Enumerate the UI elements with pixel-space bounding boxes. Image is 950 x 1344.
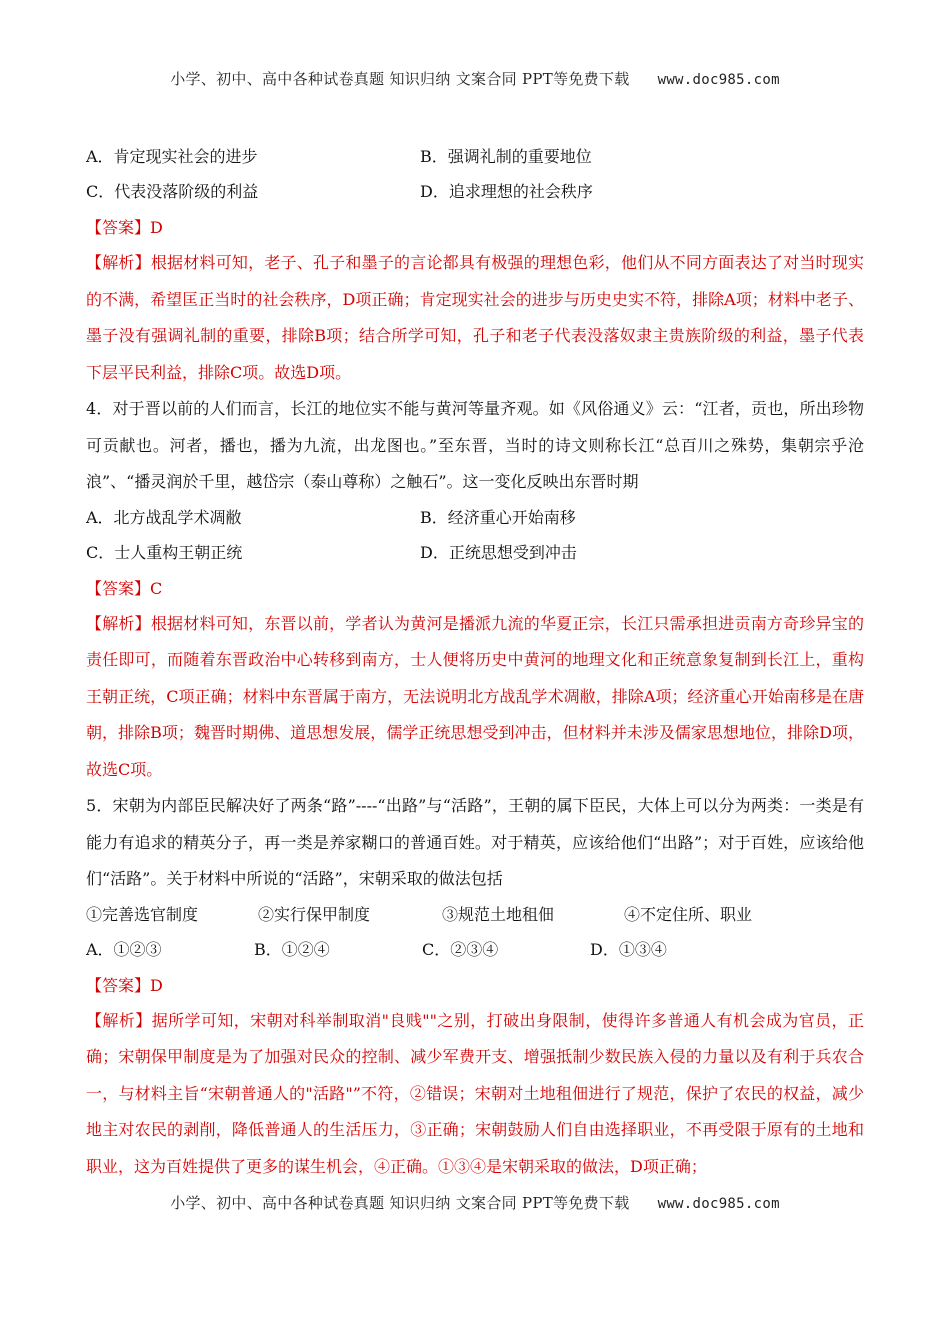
q3-option-c: C．代表没落阶级的利益: [86, 182, 259, 201]
q4-options-row-1: [86, 501, 864, 536]
q5-item-3: ③规范土地租佃: [442, 904, 555, 924]
header-site-link[interactable]: www.doc985.com: [657, 72, 780, 88]
q3-options-row-1: [86, 140, 864, 175]
document-body: [86, 140, 864, 1185]
q5-option-b: B．①②④: [254, 939, 330, 959]
q4-option-d: D．正统思想受到冲击: [420, 542, 577, 562]
q4-answer: 【答案】C: [86, 578, 163, 598]
q3-explanation: 【解析】根据材料可知，老子、孔子和墨子的言论都具有极强的理想色彩，他们从不同方面表达了对当时现实的不满，希望匡正当时的社会秩序，D项正确；肯定现实社会的进步与历史史实不符，排除A项；材料中老子、墨子没有强调礼制的重要，排除B项；结合所学可知，孔子和老子代表没落奴隶主贵族阶级的利益，墨子代表下层平民利益，排除C项。故选D项。: [86, 253, 864, 382]
q4-option-b: B．经济重心开始南移: [420, 507, 576, 527]
page-footer: [0, 1192, 950, 1213]
q5-option-c: C．②③④: [422, 939, 499, 959]
q4-options-row-2: [86, 536, 864, 571]
q5-answer: 【答案】D: [86, 975, 163, 995]
q5-item-1: ①完善选官制度: [86, 904, 199, 924]
footer-site-link[interactable]: www.doc985.com: [657, 1196, 780, 1212]
q5-items-row: [86, 898, 864, 933]
q3-option-d: D．追求理想的社会秩序: [420, 182, 593, 201]
q4-explanation: 【解析】根据材料可知，东晋以前，学者认为黄河是播派九流的华夏正宗，长江只需承担进贡南方奇珍异宝的责任即可，而随着东晋政治中心转移到南方，士人便将历史中黄河的地理文化和正统意象复制到长江上，重构王朝正统，C项正确；材料中东晋属于南方，无法说明北方战乱学术凋敝，排除A项；经济重心开始南移是在唐朝，排除B项；魏晋时期佛、道思想发展，儒学正统思想受到冲击，但材料并未涉及儒家思想地位，排除D项，故选C项。: [86, 613, 864, 779]
header-text: 小学、初中、高中各种试卷真题 知识归纳 文案合同 PPT等免费下载: [170, 70, 630, 88]
q5-item-2: ②实行保甲制度: [258, 904, 371, 924]
q3-option-b: B．强调礼制的重要地位: [420, 147, 592, 166]
q5-explanation: 【解析】据所学可知，宋朝对科举制取消"良贱""之别，打破出身限制，使得许多普通人有机会成为官员，正确；宋朝保甲制度是为了加强对民众的控制、减少军费开支、增强抵制少数民族入侵的力量以及有利于兵农合一，与材料主旨“宋朝普通人的"活路"”不符，②错误；宋朝对土地租佃进行了规范，保护了农民的权益，减少地主对农民的剥削，降低普通人的生活压力，③正确；宋朝鼓励人们自由选择职业，不再受限于原有的土地和职业，这为百姓提供了更多的谋生机会，④正确。①③④是宋朝采取的做法，D项正确；: [86, 1010, 864, 1176]
q4-option-c: C．士人重构王朝正统: [86, 542, 243, 562]
footer-text: 小学、初中、高中各种试卷真题 知识归纳 文案合同 PPT等免费下载: [170, 1194, 630, 1212]
q5-option-a: A．①②③: [86, 939, 162, 959]
page-header: [0, 68, 950, 89]
q5-option-d: D．①③④: [590, 939, 667, 959]
q3-answer: 【答案】D: [86, 218, 163, 237]
q5-item-4: ④不定住所、职业: [624, 904, 753, 924]
q5-options-row: [86, 933, 864, 968]
q4-stem: 4．对于晋以前的人们而言，长江的地位实不能与黄河等量齐观。如《风俗通义》云：“江者，贡也，所出珍物可贡献也。河者，播也，播为九流，出龙图也。”至东晋，当时的诗文则称长江“总百川之殊势，集朝宗乎沧浪”、“播灵润於千里，越岱宗（泰山尊称）之触石”。这一变化反映出东晋时期: [86, 399, 864, 491]
q3-options-row-2: [86, 175, 864, 210]
q5-stem: 5．宋朝为内部臣民解决好了两条“路”----“出路”与“活路”，王朝的属下臣民，大体上可以分为两类：一类是有能力有追求的精英分子，再一类是养家糊口的普通百姓。对于精英，应该给他们“出路”；对于百姓，应该给他们“活路”。关于材料中所说的“活路”，宋朝采取的做法包括: [86, 796, 864, 888]
q3-option-a: A．肯定现实社会的进步: [86, 147, 258, 166]
q4-option-a: A．北方战乱学术凋敝: [86, 507, 242, 527]
